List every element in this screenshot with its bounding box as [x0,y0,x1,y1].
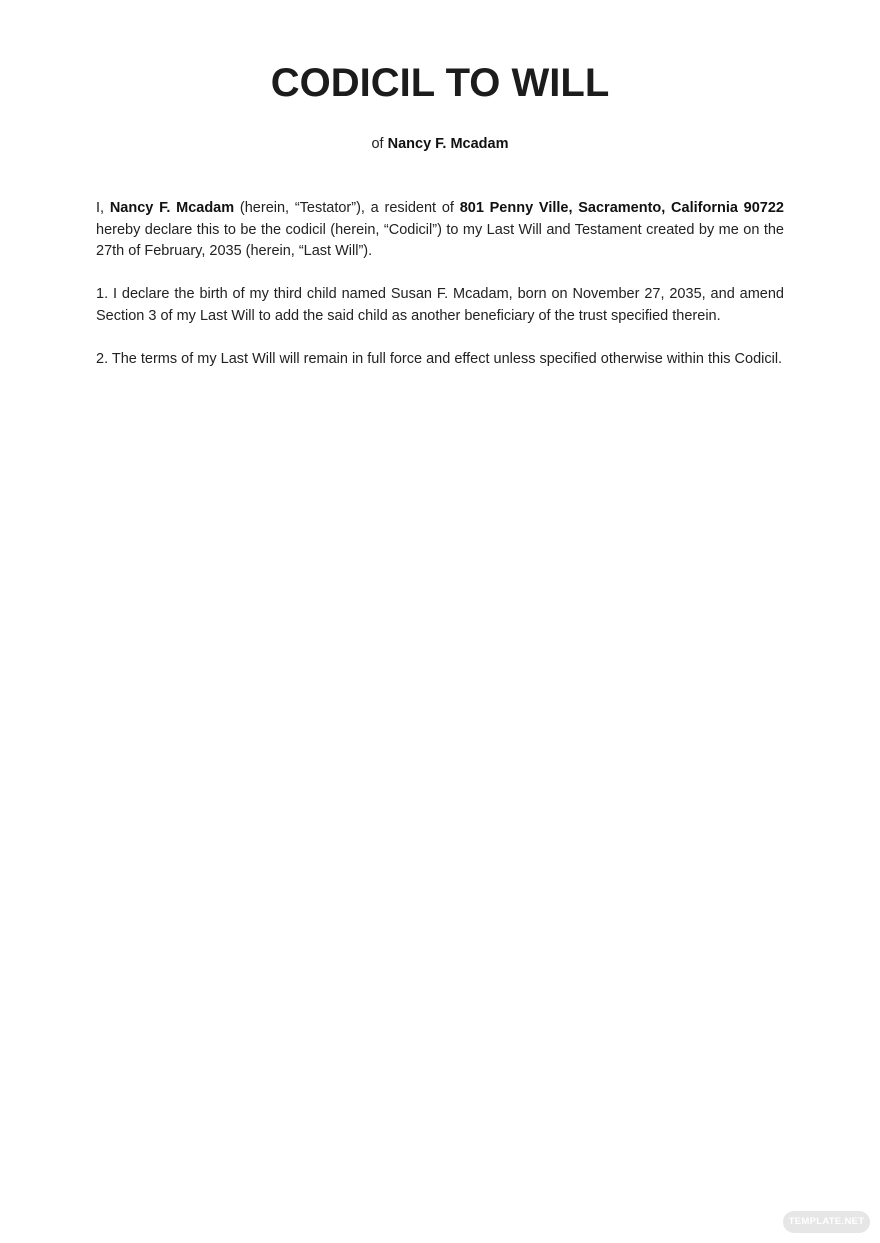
document-subtitle [0,134,880,154]
intro-testator-name: Nancy F. Mcadam [109,200,235,216]
document-title: CODICIL TO WILL [270,61,610,105]
intro-address: 801 Penny Ville, Sacramento, California 90722 [459,200,784,216]
subtitle-testator-name: Nancy F. Mcadam [387,136,509,152]
clause-2: 2. The terms of my Last Will will remain in full force and effect unless specified otherwise within this Codicil. [96,350,783,367]
document-body [96,198,784,392]
intro-paragraph [96,198,784,263]
intro-text-1: I, [96,200,110,216]
subtitle-prefix: of [371,136,384,152]
clause-1: 1. I declare the birth of my third child named Susan F. Mcadam, born on November 27, 2035, and amend Section 3 of my Last Will to add the said child as another beneficiary of the trust specified therein. [96,286,784,324]
intro-text-2: (herein, “Testator”), a resident of [234,200,460,216]
intro-text-3: hereby declare this to be the codicil (herein, “Codicil”) to my Last Will and Testament created by me on the 27th of February, 2035 (herein, “Last Will”). [96,221,784,259]
template-watermark: TEMPLATE.NET [783,1211,870,1233]
